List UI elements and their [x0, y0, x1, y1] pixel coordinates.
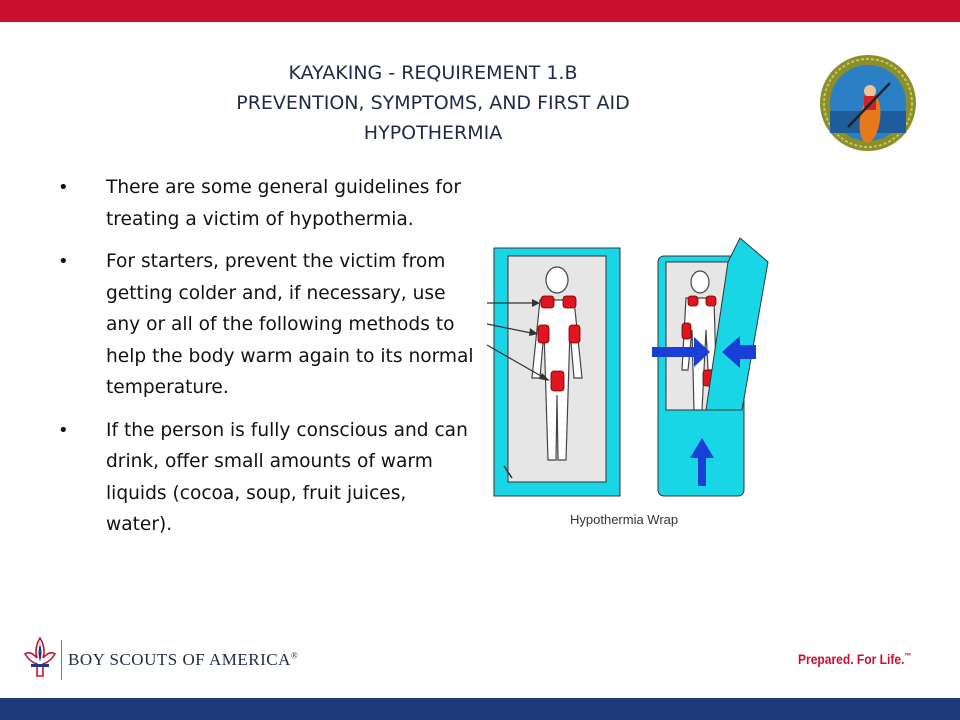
slide-title — [140, 58, 726, 148]
org-name-text: BOY SCOUTS OF AMERICA — [68, 650, 291, 669]
org-registered-mark: ® — [290, 650, 299, 661]
tagline — [798, 651, 911, 667]
title-line-1: KAYAKING - REQUIREMENT 1.B — [288, 62, 578, 84]
top-red-bar — [0, 0, 960, 22]
footer-divider — [61, 640, 62, 680]
bullet-item: • If the person is fully conscious and can drink, offer small amounts of warm liquids (cocoa, soup, fruit juices, water). — [58, 415, 478, 541]
org-name — [68, 650, 298, 670]
title-line-2: PREVENTION, SYMPTOMS, AND FIRST AID — [236, 92, 630, 114]
bullet-list — [58, 172, 478, 552]
bottom-blue-bar — [0, 698, 960, 720]
figure-caption: Hypothermia Wrap — [570, 512, 679, 527]
bullet-item: • For starters, prevent the victim from getting colder and, if necessary, use any or all of the following methods to help the body warm again to its normal temperature. — [58, 246, 478, 404]
kayaking-merit-badge-icon — [818, 53, 918, 153]
tagline-trademark: ™ — [904, 651, 912, 661]
tagline-text: Prepared. For Life. — [798, 651, 905, 667]
title-line-3: HYPOTHERMIA — [363, 122, 503, 144]
hypothermia-wrap-illustration — [484, 232, 774, 532]
bullet-item: • There are some general guidelines for treating a victim of hypothermia. — [58, 172, 478, 235]
bsa-fleur-de-lis-logo-icon — [22, 636, 58, 680]
